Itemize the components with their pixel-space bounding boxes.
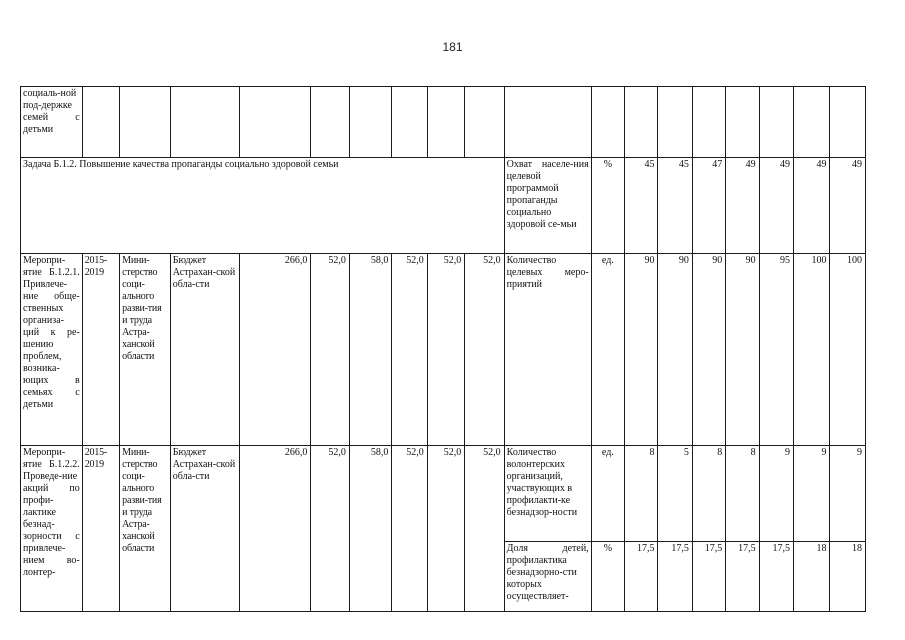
table-row bbox=[21, 158, 866, 254]
table-row bbox=[21, 446, 866, 542]
year-cell: 52,0 bbox=[311, 446, 349, 612]
source-cell: Бюджет Астрахан-ской обла-сти bbox=[170, 254, 239, 446]
value-cell: 90 bbox=[658, 254, 692, 446]
indicator-cell: Количество целевых меро-приятий bbox=[504, 254, 591, 446]
year-cell: 52,0 bbox=[392, 446, 427, 612]
value-cell: 8 bbox=[692, 446, 725, 542]
unit-cell bbox=[591, 87, 624, 158]
value-cell: 8 bbox=[625, 446, 658, 542]
total-cell: 266,0 bbox=[239, 446, 311, 612]
year-cell: 52,0 bbox=[427, 446, 464, 612]
unit-cell: ед. bbox=[591, 446, 624, 542]
year-cell bbox=[465, 87, 504, 158]
value-cell bbox=[759, 87, 793, 158]
value-cell bbox=[692, 87, 725, 158]
value-cell: 49 bbox=[726, 158, 759, 254]
unit-cell: % bbox=[591, 158, 624, 254]
value-cell: 100 bbox=[830, 254, 866, 446]
value-cell: 95 bbox=[759, 254, 793, 446]
activity-cell: Меропри-ятие Б.1.2.1. Привлече-ние обще-ственных организа-ций к ре-шению проблем, возника-ющих в семьях с детьми bbox=[21, 254, 83, 446]
value-cell: 47 bbox=[692, 158, 725, 254]
value-cell: 90 bbox=[726, 254, 759, 446]
executor-cell: Мини-стерство соци-ального разви-тия и труда Астра-ханской области bbox=[120, 254, 171, 446]
value-cell: 9 bbox=[830, 446, 866, 542]
value-cell bbox=[830, 87, 866, 158]
value-cell: 49 bbox=[794, 158, 830, 254]
value-cell bbox=[658, 87, 692, 158]
year-cell bbox=[427, 87, 464, 158]
total-cell: 266,0 bbox=[239, 254, 311, 446]
year-cell: 52,0 bbox=[392, 254, 427, 446]
value-cell: 18 bbox=[794, 542, 830, 612]
task-cell: Задача Б.1.2. Повышение качества пропаганды социально здоровой семьи bbox=[21, 158, 505, 254]
value-cell bbox=[726, 87, 759, 158]
value-cell: 90 bbox=[625, 254, 658, 446]
value-cell: 17,5 bbox=[726, 542, 759, 612]
source-cell: Бюджет Астрахан-ской обла-сти bbox=[170, 446, 239, 612]
value-cell: 9 bbox=[759, 446, 793, 542]
unit-cell: ед. bbox=[591, 254, 624, 446]
activity-cell: социаль-ной под-держке семей с детьми bbox=[21, 87, 83, 158]
value-cell: 17,5 bbox=[658, 542, 692, 612]
indicator-cell: Охват населе-ния целевой программой пропаганды социально здоровой се-мьи bbox=[504, 158, 591, 254]
value-cell bbox=[625, 87, 658, 158]
value-cell: 49 bbox=[830, 158, 866, 254]
year-cell: 58,0 bbox=[349, 446, 392, 612]
table-row bbox=[21, 254, 866, 446]
value-cell: 17,5 bbox=[692, 542, 725, 612]
indicator-cell bbox=[504, 87, 591, 158]
period-cell: 2015-2019 bbox=[82, 446, 119, 612]
activity-cell: Меропри-ятие Б.1.2.2. Проведе-ние акций по профи-лактике безнад-зорности с привлече-нием во-лонтер- bbox=[21, 446, 83, 612]
unit-cell: % bbox=[591, 542, 624, 612]
indicator-cell: Количество волонтерских организаций, участвующих в профилакти-ке безнадзор-ности bbox=[504, 446, 591, 542]
year-cell bbox=[349, 87, 392, 158]
executor-cell: Мини-стерство соци-ального разви-тия и труда Астра-ханской области bbox=[120, 446, 171, 612]
value-cell: 5 bbox=[658, 446, 692, 542]
period-cell bbox=[82, 87, 119, 158]
executor-cell bbox=[120, 87, 171, 158]
value-cell: 90 bbox=[692, 254, 725, 446]
table-row bbox=[21, 87, 866, 158]
value-cell: 8 bbox=[726, 446, 759, 542]
page-number: 181 bbox=[442, 40, 463, 54]
year-cell: 52,0 bbox=[465, 446, 504, 612]
year-cell: 52,0 bbox=[427, 254, 464, 446]
year-cell: 52,0 bbox=[465, 254, 504, 446]
value-cell: 45 bbox=[658, 158, 692, 254]
value-cell: 49 bbox=[759, 158, 793, 254]
year-cell: 58,0 bbox=[349, 254, 392, 446]
value-cell: 18 bbox=[830, 542, 866, 612]
plan-table bbox=[20, 86, 866, 612]
year-cell bbox=[392, 87, 427, 158]
year-cell bbox=[311, 87, 349, 158]
value-cell: 100 bbox=[794, 254, 830, 446]
value-cell: 17,5 bbox=[759, 542, 793, 612]
indicator-cell: Доля детей, профилактика безнадзорно-сти которых осуществляет- bbox=[504, 542, 591, 612]
value-cell: 9 bbox=[794, 446, 830, 542]
total-cell bbox=[239, 87, 311, 158]
value-cell: 17,5 bbox=[625, 542, 658, 612]
value-cell bbox=[794, 87, 830, 158]
year-cell: 52,0 bbox=[311, 254, 349, 446]
source-cell bbox=[170, 87, 239, 158]
value-cell: 45 bbox=[625, 158, 658, 254]
period-cell: 2015-2019 bbox=[82, 254, 119, 446]
